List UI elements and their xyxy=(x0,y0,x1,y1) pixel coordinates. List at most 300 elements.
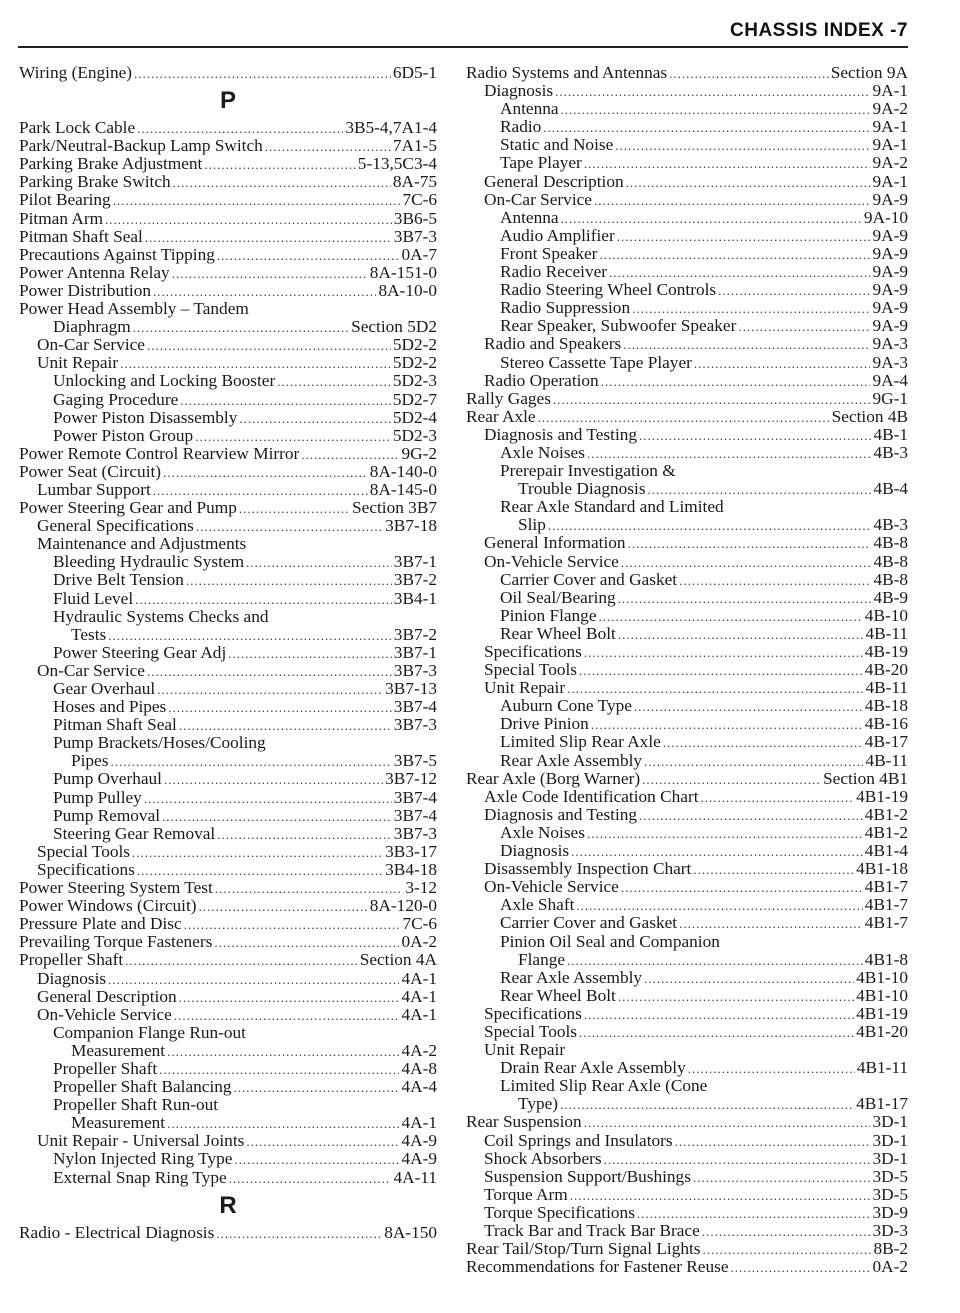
entry-title: On-Vehicle Service xyxy=(484,551,619,571)
index-entry xyxy=(466,534,908,552)
entry-page-ref: 3B7-1 xyxy=(393,552,437,572)
dot-leader xyxy=(113,191,401,210)
entry-page-ref: 5D2-2 xyxy=(392,353,437,373)
entry-page-ref: 9A-9 xyxy=(872,225,908,245)
entry-page-ref: 9A-9 xyxy=(872,280,908,300)
entry-page-ref: 9A-10 xyxy=(863,207,908,227)
index-entry xyxy=(19,644,437,662)
entry-title: Unit Repair xyxy=(484,1040,566,1060)
index-entry xyxy=(19,119,437,137)
entry-title: Park Lock Cable xyxy=(19,118,136,138)
entry-page-ref: 4B-11 xyxy=(865,750,908,770)
dot-leader xyxy=(679,571,871,590)
entry-page-ref: 3D-5 xyxy=(872,1166,908,1186)
entry-page-ref: 0A-2 xyxy=(401,932,437,952)
entry-title: Shock Absorbers xyxy=(484,1148,602,1168)
entry-page-ref: 3B7-2 xyxy=(393,624,437,644)
index-entry xyxy=(19,1024,437,1042)
entry-title: Suspension Support/Bushings xyxy=(484,1166,691,1186)
entry-page-ref: 8A-140-0 xyxy=(369,461,437,481)
index-entry xyxy=(466,299,908,317)
index-entry xyxy=(19,843,437,861)
dot-leader xyxy=(144,789,392,808)
entry-title: Bleeding Hydraulic System xyxy=(53,552,245,572)
index-entry xyxy=(19,228,437,246)
dot-leader xyxy=(621,878,863,897)
index-entry xyxy=(19,463,437,481)
index-entry xyxy=(19,210,437,228)
entry-page-ref: 9A-9 xyxy=(872,189,908,209)
dot-leader xyxy=(147,336,391,355)
index-entry xyxy=(19,300,437,318)
entry-page-ref: 4B-8 xyxy=(873,569,908,589)
index-entry xyxy=(466,209,908,227)
entry-title: Rear Tail/Stop/Turn Signal Lights xyxy=(466,1239,701,1259)
index-entry xyxy=(19,354,437,372)
entry-title: General Specifications xyxy=(37,516,194,536)
entry-title: Disassembly Inspection Chart xyxy=(484,859,692,879)
index-entry xyxy=(19,1224,437,1242)
entry-title: Slip xyxy=(518,515,546,535)
entry-title: Propeller Shaft Run-out xyxy=(53,1095,219,1115)
index-entry xyxy=(466,64,908,82)
index-entry xyxy=(466,1005,908,1023)
index-entry xyxy=(19,626,437,644)
entry-page-ref: 6D5-1 xyxy=(392,63,437,82)
entry-page-ref: 3D-9 xyxy=(872,1202,908,1222)
entry-title: Specifications xyxy=(484,1003,582,1023)
index-entry xyxy=(466,733,908,751)
dot-leader xyxy=(163,463,368,482)
index-entry xyxy=(19,372,437,390)
entry-title: Precautions Against Tipping xyxy=(19,244,215,264)
dot-leader xyxy=(628,534,872,553)
entry-page-ref: 4B1-8 xyxy=(864,949,908,969)
entry-page-ref: 9A-2 xyxy=(872,99,908,119)
entry-page-ref: 9A-9 xyxy=(872,262,908,282)
entry-title: Static and Noise xyxy=(500,135,614,155)
dot-leader xyxy=(167,1042,399,1061)
dot-leader xyxy=(217,246,400,265)
index-entry xyxy=(466,516,908,534)
entry-title: Pipes xyxy=(71,751,109,771)
entry-page-ref: 4B-20 xyxy=(864,660,908,680)
dot-leader xyxy=(168,698,392,717)
index-entry xyxy=(466,408,908,426)
index-entry xyxy=(466,154,908,172)
entry-page-ref: 3B7-18 xyxy=(385,516,437,536)
index-entry xyxy=(466,752,908,770)
entry-title: Diagnosis and Testing xyxy=(484,424,638,444)
entry-page-ref: 7C-6 xyxy=(402,914,437,934)
entry-page-ref: 4A-9 xyxy=(401,1149,437,1169)
page-header xyxy=(0,0,960,52)
entry-title: Rear Speaker, Subwoofer Speaker xyxy=(500,316,737,336)
entry-page-ref: 4B-11 xyxy=(865,623,908,643)
entry-title: Diagnosis xyxy=(37,968,107,988)
dot-leader xyxy=(618,625,864,644)
entry-title: Hoses and Pipes xyxy=(53,697,167,717)
entry-title: Specifications xyxy=(37,859,135,879)
entry-page-ref: 4A-11 xyxy=(393,1167,437,1187)
index-entry xyxy=(19,391,437,409)
entry-page-ref: Section 9A xyxy=(830,63,908,82)
entry-title: Lumbar Support xyxy=(37,479,151,499)
entry-title: Prerepair Investigation & xyxy=(500,461,676,481)
index-entry xyxy=(466,878,908,896)
entry-title: Pitman Shaft Seal xyxy=(19,226,143,246)
entry-title: Diagnosis xyxy=(484,81,554,101)
index-entry xyxy=(466,335,908,353)
entry-title: Diagnosis and Testing xyxy=(484,804,638,824)
entry-title: Unit Repair xyxy=(37,353,119,373)
entry-page-ref: 8A-150 xyxy=(384,1222,437,1242)
entry-page-ref: 4B1-11 xyxy=(856,1058,908,1078)
entry-title: Propeller Shaft xyxy=(53,1058,158,1078)
index-entry xyxy=(466,1204,908,1222)
dot-leader xyxy=(239,499,350,518)
entry-title: Propeller Shaft xyxy=(19,950,124,970)
entry-page-ref: 5D2-4 xyxy=(392,407,437,427)
index-entry xyxy=(19,590,437,608)
entry-title: Rear Axle Assembly xyxy=(500,750,643,770)
dot-leader xyxy=(701,788,855,807)
dot-leader xyxy=(702,1222,871,1241)
index-entry xyxy=(19,1114,437,1132)
entry-title: Axle Code Identification Chart xyxy=(484,786,699,806)
entry-title: Limited Slip Rear Axle (Cone xyxy=(500,1076,708,1096)
entry-page-ref: 4B-4 xyxy=(873,479,908,499)
dot-leader xyxy=(216,1224,382,1243)
index-entry xyxy=(466,842,908,860)
dot-leader xyxy=(234,1150,399,1169)
dot-leader xyxy=(301,445,399,464)
entry-title: Radio - Electrical Diagnosis xyxy=(19,1222,215,1242)
dot-leader xyxy=(618,987,854,1006)
dot-leader xyxy=(679,914,863,933)
entry-title: Measurement xyxy=(71,1113,166,1133)
entry-title: Radio Receiver xyxy=(500,262,608,282)
entry-page-ref: 3B7-3 xyxy=(393,823,437,843)
index-entry xyxy=(19,155,437,173)
entry-title: Power Distribution xyxy=(19,280,152,300)
entry-page-ref: 4B1-7 xyxy=(864,895,908,915)
entry-page-ref: 4B1-4 xyxy=(864,841,908,861)
entry-title: Pinion Flange xyxy=(500,605,597,625)
entry-page-ref: Section 5D2 xyxy=(351,317,437,337)
entry-title: Drive Belt Tension xyxy=(53,570,184,590)
dot-leader xyxy=(172,264,368,283)
index-column-right xyxy=(466,64,908,1276)
index-entry xyxy=(466,715,908,733)
entry-page-ref: 9A-2 xyxy=(872,153,908,173)
entry-title: Measurement xyxy=(71,1040,166,1060)
entry-page-ref: 4B-18 xyxy=(864,696,908,716)
entry-page-ref: Section 4B1 xyxy=(823,768,908,788)
entry-title: Propeller Shaft Balancing xyxy=(53,1077,232,1097)
entry-title: Stereo Cassette Tape Player xyxy=(500,352,692,372)
index-entry xyxy=(19,64,437,82)
index-entry xyxy=(466,969,908,987)
index-entry xyxy=(19,1042,437,1060)
entry-title: Power Steering System Test xyxy=(19,878,213,898)
index-entry xyxy=(466,444,908,462)
index-entry xyxy=(466,697,908,715)
index-entry xyxy=(19,517,437,535)
dot-leader xyxy=(228,644,392,663)
entry-title: Radio xyxy=(500,117,542,137)
index-entry xyxy=(19,1060,437,1078)
entry-title: Torque Specifications xyxy=(484,1202,635,1222)
index-entry xyxy=(19,336,437,354)
entry-page-ref: 3B7-3 xyxy=(393,226,437,246)
entry-title: Rear Axle Standard and Limited xyxy=(500,497,724,517)
entry-page-ref: 3D-1 xyxy=(872,1112,908,1132)
entry-page-ref: 4A-1 xyxy=(401,1113,437,1133)
entry-page-ref: 4B1-17 xyxy=(856,1094,908,1114)
index-entry xyxy=(19,915,437,933)
index-entry xyxy=(19,608,437,626)
entry-title: Maintenance and Adjustments xyxy=(37,534,247,554)
dot-leader xyxy=(669,64,829,83)
entry-title: On-Car Service xyxy=(37,335,145,355)
index-entry xyxy=(466,1186,908,1204)
entry-page-ref: 7A1-5 xyxy=(392,136,437,156)
index-entry xyxy=(19,951,437,969)
entry-page-ref: 4B1-19 xyxy=(856,786,908,806)
entry-page-ref: 4A-1 xyxy=(401,986,437,1006)
entry-page-ref: 4B-17 xyxy=(864,732,908,752)
entry-title: Rear Suspension xyxy=(466,1112,582,1132)
entry-page-ref: 9A-3 xyxy=(872,352,908,372)
index-entry xyxy=(19,861,437,879)
entry-page-ref: 0A-7 xyxy=(401,244,437,264)
entry-title: Pilot Bearing xyxy=(19,190,111,210)
entry-title: Special Tools xyxy=(484,660,578,680)
index-entry xyxy=(19,933,437,951)
index-entry xyxy=(19,807,437,825)
index-entry xyxy=(466,589,908,607)
entry-title: Pump Pulley xyxy=(53,787,142,807)
entry-title: Power Steering Gear Adj xyxy=(53,642,227,662)
entry-title: Drain Rear Axle Assembly xyxy=(500,1058,686,1078)
index-entry xyxy=(19,1150,437,1168)
entry-page-ref: 3B7-13 xyxy=(385,679,437,698)
index-entry xyxy=(466,788,908,806)
entry-page-ref: 8B-2 xyxy=(873,1239,908,1259)
index-entry xyxy=(466,263,908,281)
entry-title: Pump Removal xyxy=(53,805,161,825)
index-entry xyxy=(466,1222,908,1240)
entry-page-ref: 8A-120-0 xyxy=(369,896,437,916)
entry-title: Track Bar and Track Bar Brace xyxy=(484,1221,700,1240)
index-entry xyxy=(466,824,908,842)
entry-page-ref: 3B7-3 xyxy=(393,715,437,735)
index-entry xyxy=(466,951,908,969)
header-divider xyxy=(18,46,908,48)
entry-page-ref: 4B-19 xyxy=(864,642,908,661)
entry-title: Gaging Procedure xyxy=(53,389,179,409)
index-entry xyxy=(19,770,437,788)
index-entry xyxy=(19,481,437,499)
index-entry xyxy=(466,770,908,788)
entry-page-ref: 8A-151-0 xyxy=(369,262,437,282)
dot-leader xyxy=(644,969,854,988)
entry-title: Diagnosis xyxy=(500,841,570,861)
entry-page-ref: 4A-2 xyxy=(401,1040,437,1060)
dot-leader xyxy=(132,843,383,862)
entry-title: Pitman Shaft Seal xyxy=(53,715,177,735)
index-entry xyxy=(466,860,908,878)
index-entry xyxy=(466,480,908,498)
entry-title: Radio Operation xyxy=(484,370,599,390)
entry-page-ref: 5D2-2 xyxy=(392,335,437,355)
dot-leader xyxy=(642,770,821,789)
dot-leader xyxy=(634,697,863,716)
entry-title: Power Piston Disassembly xyxy=(53,407,238,427)
index-entry xyxy=(466,1077,908,1095)
dot-leader xyxy=(618,589,872,608)
index-entry xyxy=(19,1169,437,1187)
dot-leader xyxy=(675,1132,871,1151)
dot-leader xyxy=(615,136,870,155)
index-entry xyxy=(466,1041,908,1059)
index-entry xyxy=(19,1132,437,1150)
index-entry xyxy=(19,1096,437,1114)
index-entry xyxy=(466,426,908,444)
index-entry xyxy=(19,1006,437,1024)
dot-leader xyxy=(229,1169,392,1188)
entry-title: Drive Pinion xyxy=(500,714,589,734)
entry-page-ref: 4B1-7 xyxy=(864,913,908,933)
entry-page-ref: 3B4-18 xyxy=(385,859,437,879)
entry-title: Pump Brackets/Hoses/Cooling xyxy=(53,733,266,753)
entry-title: Rear Wheel Bolt xyxy=(500,623,616,643)
index-entry xyxy=(19,246,437,264)
dot-leader xyxy=(617,227,871,246)
entry-title: Hydraulic Systems Checks and xyxy=(53,606,269,626)
entry-title: Power Remote Control Rearview Mirror xyxy=(19,443,300,463)
dot-leader xyxy=(694,354,871,373)
index-entry xyxy=(466,806,908,824)
entry-page-ref: 0A-2 xyxy=(872,1257,908,1277)
dot-leader xyxy=(579,1023,854,1042)
entry-page-ref: 3B7-4 xyxy=(393,805,437,825)
entry-page-ref: 3B3-17 xyxy=(385,841,437,861)
entry-page-ref: 3B7-2 xyxy=(393,570,437,590)
entry-title: Antenna xyxy=(500,207,559,227)
entry-title: On-Car Service xyxy=(37,660,145,680)
entry-page-ref: 3B7-5 xyxy=(393,751,437,771)
dot-leader xyxy=(162,807,392,826)
index-entry xyxy=(466,896,908,914)
dot-leader xyxy=(555,82,870,101)
entry-page-ref: 9A-4 xyxy=(872,370,908,390)
index-entry xyxy=(466,1258,908,1276)
index-entry xyxy=(19,970,437,988)
index-entry xyxy=(19,897,437,915)
dot-leader xyxy=(195,427,391,446)
dot-leader xyxy=(626,173,871,192)
index-entry xyxy=(19,427,437,445)
dot-leader xyxy=(584,1005,854,1024)
entry-title: Radio Systems and Antennas xyxy=(466,63,668,82)
dot-leader xyxy=(688,1059,855,1078)
dot-leader xyxy=(584,1113,871,1132)
entry-title: Power Steering Gear and Pump xyxy=(19,498,237,518)
index-entry xyxy=(466,245,908,263)
entry-page-ref: 3B7-1 xyxy=(393,642,437,662)
entry-page-ref: 9A-9 xyxy=(872,316,908,336)
dot-leader xyxy=(644,752,863,771)
entry-page-ref: 3B7-12 xyxy=(385,769,437,789)
entry-title: Carrier Cover and Gasket xyxy=(500,569,678,589)
dot-leader xyxy=(174,1006,400,1025)
entry-page-ref: 4B-8 xyxy=(873,533,908,553)
dot-leader xyxy=(587,824,863,843)
entry-title: Fluid Level xyxy=(53,588,134,608)
dot-leader xyxy=(105,210,392,229)
entry-page-ref: 4B-9 xyxy=(873,587,908,607)
index-entry xyxy=(466,661,908,679)
entry-title: External Snap Ring Type xyxy=(53,1167,227,1187)
entry-title: Steering Gear Removal xyxy=(53,823,216,843)
dot-leader xyxy=(173,173,391,192)
entry-title: Flange xyxy=(518,949,566,969)
dot-leader xyxy=(639,806,863,825)
entry-page-ref: 4B-16 xyxy=(864,714,908,734)
entry-title: Prevailing Torque Fasteners xyxy=(19,932,213,952)
index-entry xyxy=(19,282,437,300)
entry-page-ref: 4B1-2 xyxy=(864,804,908,824)
entry-page-ref: 3-12 xyxy=(405,878,437,898)
entry-title: On-Car Service xyxy=(484,189,592,209)
entry-title: Power Windows (Circuit) xyxy=(19,896,197,916)
entry-title: Rear Axle (Borg Warner) xyxy=(466,768,641,788)
entry-title: Parking Brake Switch xyxy=(19,172,171,192)
dot-leader xyxy=(584,643,863,662)
dot-leader xyxy=(584,154,871,173)
entry-page-ref: 4A-9 xyxy=(401,1131,437,1151)
index-entry xyxy=(466,227,908,245)
entry-page-ref: 5D2-3 xyxy=(392,371,437,391)
entry-title: Oil Seal/Bearing xyxy=(500,587,616,607)
entry-page-ref: 4B-1 xyxy=(873,424,908,444)
index-entry xyxy=(19,734,437,752)
entry-page-ref: 5D2-3 xyxy=(392,425,437,445)
dot-leader xyxy=(277,372,391,391)
entry-title: Torque Arm xyxy=(484,1184,568,1204)
entry-title: Pitman Arm xyxy=(19,208,104,228)
entry-title: On-Vehicle Service xyxy=(484,877,619,897)
index-entry xyxy=(466,1059,908,1077)
index-entry xyxy=(466,390,908,408)
entry-page-ref: 9A-9 xyxy=(872,298,908,318)
section-letter: R xyxy=(219,1191,237,1219)
entry-title: Front Speaker xyxy=(500,243,598,263)
entry-page-ref: 5-13,5C3-4 xyxy=(357,154,437,174)
dot-leader xyxy=(693,860,854,879)
entry-page-ref: 4A-1 xyxy=(401,968,437,988)
entry-page-ref: Section 4A xyxy=(359,950,437,970)
entry-page-ref: 3D-5 xyxy=(872,1184,908,1204)
entry-title: Tape Player xyxy=(500,153,582,173)
dot-leader xyxy=(738,317,870,336)
dot-leader xyxy=(538,408,830,427)
dot-leader xyxy=(145,228,392,247)
entry-title: Pressure Plate and Disc xyxy=(19,914,182,934)
dot-leader xyxy=(623,335,870,354)
